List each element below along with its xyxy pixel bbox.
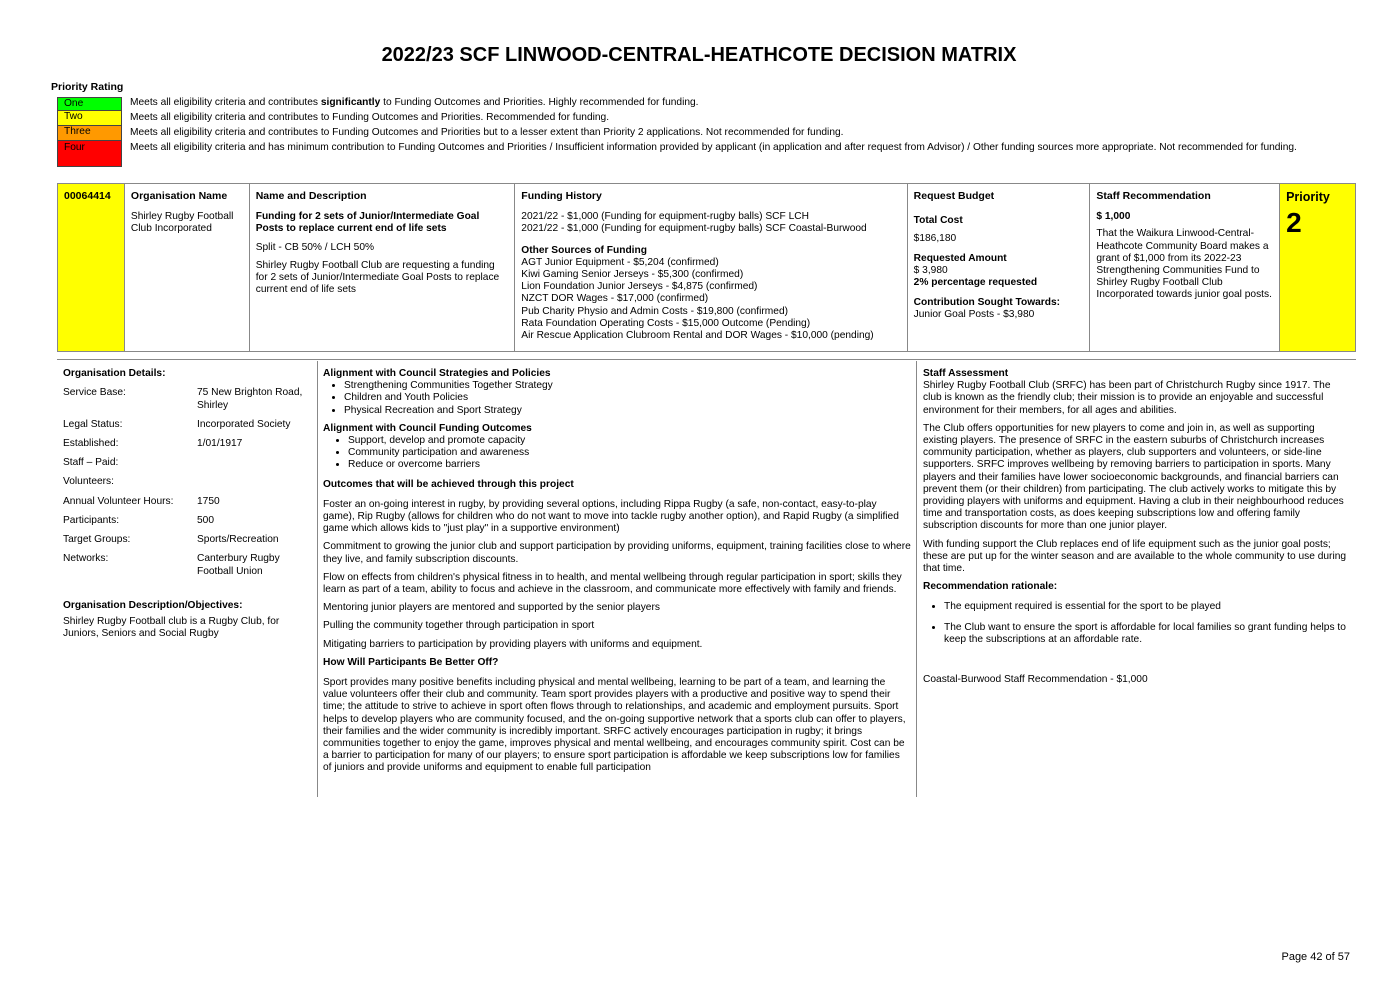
list-item: • Children and Youth Policies <box>344 392 911 404</box>
achieved-item: Foster an on-going interest in rugby, by providing several options, including Rippa Rugby (a safe, non-contact, easy-to-play game), Rip Rugby (allows for children who do not want to move into tackle rugby another option), and Rapid Rugby (a simplified game which allows kids to "just play" in a supportive environment) <box>323 498 899 535</box>
request-budget-cell <box>908 184 1091 351</box>
organisation-name-cell <box>125 184 250 351</box>
contribution-label: Contribution Sought Towards: <box>913 297 1061 309</box>
funding-history-item: 2021/22 - $1,000 (Funding for equipment-rugby balls) SCF LCH <box>521 211 809 223</box>
detail-value: 75 New Brighton Road, Shirley <box>197 387 303 411</box>
achieved-item: Mentoring junior players are mentored and supported by the senior players <box>323 602 660 614</box>
other-source-item: Air Rescue Application Clubroom Rental and DOR Wages - $10,000 (pending) <box>521 330 874 342</box>
achieved-header: Outcomes that will be achieved through this project <box>323 478 574 490</box>
total-cost-value: $186,180 <box>913 233 957 245</box>
better-off-header: How Will Participants Be Better Off? <box>323 656 499 668</box>
list-item: • Community participation and awareness <box>348 447 911 459</box>
detail-row <box>63 476 313 488</box>
section-divider <box>57 359 1356 360</box>
detail-key: Established: <box>63 438 119 450</box>
detail-row <box>63 457 313 469</box>
list-item: • The equipment required is essential for the sport to be played <box>944 601 1349 613</box>
list-item: • Reduce or overcome barriers <box>348 459 911 471</box>
detail-value: 1/01/1917 <box>197 438 243 450</box>
priority-cell <box>1280 184 1355 351</box>
achieved-item: Pulling the community together through participation in sport <box>323 620 595 632</box>
priority-row-one <box>57 97 1307 111</box>
coastal-recommendation: Coastal-Burwood Staff Recommendation - $1,000 <box>923 674 1148 686</box>
detail-key: Participants: <box>63 514 120 526</box>
achieved-item: Commitment to growing the junior club and support participation by providing uniforms, equipment, training facilities close to where they live, and family subscription discounts. <box>323 541 911 565</box>
detail-value: Canterbury Rugby Football Union <box>197 553 280 577</box>
better-off-text: Sport provides many positive benefits including physical and mental wellbeing, learning to be part of a team, and learning the value volunteers offer their club and community. Team sport provides players with a productive and positive way to spend their time; the attitude to strive to achieve in sport often flows through to relationships, and academic and employment pursuits. Sport helps to develop players who are community focused, and the on-going supportive network that a sports club can offer to players, their families and the wider community is incredibly important. SRFC actively encourages participation in rugby; it brings communities together to enjoy the game, improves physical and mental wellbeing, and encourages community spirit. Cost can be a barrier to participation for many of our players; to ensure sport participation is affordable we keep subscriptions low for families of juniors and provide uniforms and equipment to enable full participation <box>323 677 906 774</box>
rationale-list <box>923 601 1349 646</box>
request-budget-header: Request Budget <box>913 190 995 202</box>
page-number: Page 42 of 57 <box>1281 951 1350 963</box>
priority-swatch: Three <box>57 126 122 141</box>
detail-value: 1750 <box>197 495 220 507</box>
total-cost-label: Total Cost <box>913 215 963 227</box>
detail-key: Volunteers: <box>63 476 114 488</box>
application-summary-table <box>57 183 1356 352</box>
detail-row <box>63 534 313 546</box>
priority-row-two <box>57 111 1307 126</box>
detail-row <box>63 515 313 527</box>
organisation-details <box>63 368 313 640</box>
other-source-item: Lion Foundation Junior Jerseys - $4,875 (confirmed) <box>521 281 758 293</box>
detail-key: Target Groups: <box>63 534 131 546</box>
detail-key: Legal Status: <box>63 418 123 430</box>
detail-row <box>63 496 313 508</box>
priority-description: Meets all eligibility criteria and contributes significantly to Funding Outcomes and Priorities. Highly recommended for funding. <box>130 97 699 108</box>
priority-value: 2 <box>1286 207 1302 238</box>
org-name-header: Organisation Name <box>130 190 228 202</box>
other-source-item: Rata Foundation Operating Costs - $15,000 Outcome (Pending) <box>521 317 811 329</box>
other-source-item: AGT Junior Equipment - $5,204 (confirmed) <box>521 256 719 268</box>
org-description: Shirley Rugby Football club is a Rugby Club, for Juniors, Seniors and Social Rugby <box>63 616 280 640</box>
achieved-item: Mitigating barriers to participation by providing players with uniforms and equipment. <box>323 638 703 650</box>
priority-swatch: One <box>57 97 122 111</box>
org-details-rows <box>63 387 313 578</box>
org-name: Shirley Rugby Football Club Incorporated <box>130 211 234 235</box>
staff-recommendation-amount: $ 1,000 <box>1096 211 1131 223</box>
priority-rating-legend <box>57 97 1307 167</box>
column-divider <box>916 361 917 797</box>
detail-row <box>63 438 313 450</box>
other-source-item: Pub Charity Physio and Admin Costs - $19,800 (confirmed) <box>521 305 788 317</box>
funding-history-cell <box>515 184 907 351</box>
percentage-requested: 2% percentage requested <box>913 277 1038 289</box>
requested-amount-value: $ 3,980 <box>913 264 948 276</box>
priority-description: Meets all eligibility criteria and contributes to Funding Outcomes and Priorities but to a lesser extent than Priority 2 applications. Not recommended for funding. <box>130 127 844 138</box>
name-description-header: Name and Description <box>255 190 367 202</box>
application-id-cell <box>58 184 125 351</box>
detail-key: Staff – Paid: <box>63 457 119 469</box>
staff-recommendation-text: That the Waikura Linwood-Central-Heathcote Community Board makes a grant of $1,000 from its 2022-23 Strengthening Communities Fund to Shirley Rugby Football Club Incorporated towards junior goal posts. <box>1096 228 1272 301</box>
org-description-header: Organisation Description/Objectives: <box>63 599 243 611</box>
outcomes-header: Alignment with Council Funding Outcomes <box>323 422 532 434</box>
detail-key: Annual Volunteer Hours: <box>63 495 174 507</box>
priority-description: Meets all eligibility criteria and contributes to Funding Outcomes and Priorities. Recommended for funding. <box>130 112 610 123</box>
assessment-paragraph: With funding support the Club replaces end of life equipment such as the junior goal posts; these are put up for the winter season and are available to the whole community to use during that time. <box>923 538 1347 575</box>
funding-history-item: 2021/22 - $1,000 (Funding for equipment-rugby balls) SCF Coastal-Burwood <box>521 223 867 235</box>
other-source-item: Kiwi Gaming Senior Jerseys - $5,300 (confirmed) <box>521 269 744 281</box>
list-item: • Strengthening Communities Together Strategy <box>344 380 911 392</box>
org-details-header: Organisation Details: <box>63 368 166 379</box>
detail-row <box>63 419 313 431</box>
list-item: • Physical Recreation and Sport Strategy <box>344 405 911 417</box>
funding-history-header: Funding History <box>521 190 602 202</box>
column-divider <box>317 361 318 797</box>
priority-swatch: Four <box>57 141 122 167</box>
priority-row-four <box>57 141 1307 167</box>
list-item: • The Club want to ensure the sport is affordable for local families so grant funding helps to keep the subscriptions at an affordable rate. <box>944 622 1349 646</box>
project-description: Shirley Rugby Football Club are requesting a funding for 2 sets of Junior/Intermediate Goal Posts to replace current end of life sets <box>255 259 500 296</box>
project-title: Funding for 2 sets of Junior/Intermediate Goal Posts to replace current end of life sets <box>255 211 480 235</box>
staff-recommendation-cell <box>1090 184 1280 351</box>
staff-assessment-header: Staff Assessment <box>923 368 1009 379</box>
achieved-item: Flow on effects from children's physical fitness in to health, and mental wellbeing through regular participation in sport; skills they learn as part of a team, ability to focus and achieve in the classroom, and communicate more effectively with family and friends. <box>323 571 902 596</box>
page-title: 2022/23 SCF LINWOOD-CENTRAL-HEATHCOTE DECISION MATRIX <box>381 44 1017 66</box>
other-sources-header: Other Sources of Funding <box>521 244 647 256</box>
application-id: 00064414 <box>64 190 111 202</box>
detail-value: Incorporated Society <box>197 418 291 430</box>
rationale-header: Recommendation rationale: <box>923 581 1058 593</box>
assessment-paragraph: The Club offers opportunities for new players to come and join in, as well as supporting existing players. The presence of SRFC in the eastern suburbs of Christchurch increases community participation, whether as players, club supporters and volunteers, or side-line supporters. SRFC improves wellbeing by removing barriers to participation in sports. Many players and their families have lower socioeconomic backgrounds, and financial barriers can prevent them (or their children) from participating. The club actively works to mitigate this by providing players with uniforms and equipment. Having a club in their neighbourhood reduces time and transportation costs, as does keeping subscriptions low and offering family subscription discounts for more than one junior player. <box>923 422 1344 532</box>
requested-amount-label: Requested Amount <box>913 252 1007 264</box>
alignment-section <box>323 368 911 775</box>
strategies-list <box>323 380 911 417</box>
staff-recommendation-header: Staff Recommendation <box>1096 190 1211 202</box>
detail-key: Networks: <box>63 553 109 565</box>
funding-split: Split - CB 50% / LCH 50% <box>255 241 375 253</box>
detail-key: Service Base: <box>63 387 126 399</box>
priority-swatch: Two <box>57 111 122 126</box>
name-description-cell <box>250 184 516 351</box>
detail-value: 500 <box>197 514 214 526</box>
priority-rating-label: Priority Rating <box>51 81 124 93</box>
priority-description: Meets all eligibility criteria and has minimum contribution to Funding Outcomes and Priorities / Insufficient information provided by applicant (in application and after request from Advisor) / Other funding sources more appropriate. Not recommended for funding. <box>130 142 1297 153</box>
outcomes-list <box>323 435 911 472</box>
priority-header: Priority <box>1286 190 1330 204</box>
detail-value: Sports/Recreation <box>197 534 279 546</box>
priority-row-three <box>57 126 1307 141</box>
assessment-paragraph: Shirley Rugby Football Club (SRFC) has been part of Christchurch Rugby since 1917. The club is known as the friendly club; their mission is to provide an enjoyable and successful environment for their members, for all ages and abilities. <box>923 380 1331 416</box>
staff-assessment-section <box>923 368 1349 686</box>
other-source-item: NZCT DOR Wages - $17,000 (confirmed) <box>521 293 709 305</box>
list-item: • Support, develop and promote capacity <box>348 435 911 447</box>
strategies-header: Alignment with Council Strategies and Policies <box>323 368 551 379</box>
contribution-value: Junior Goal Posts - $3,980 <box>913 309 1035 321</box>
